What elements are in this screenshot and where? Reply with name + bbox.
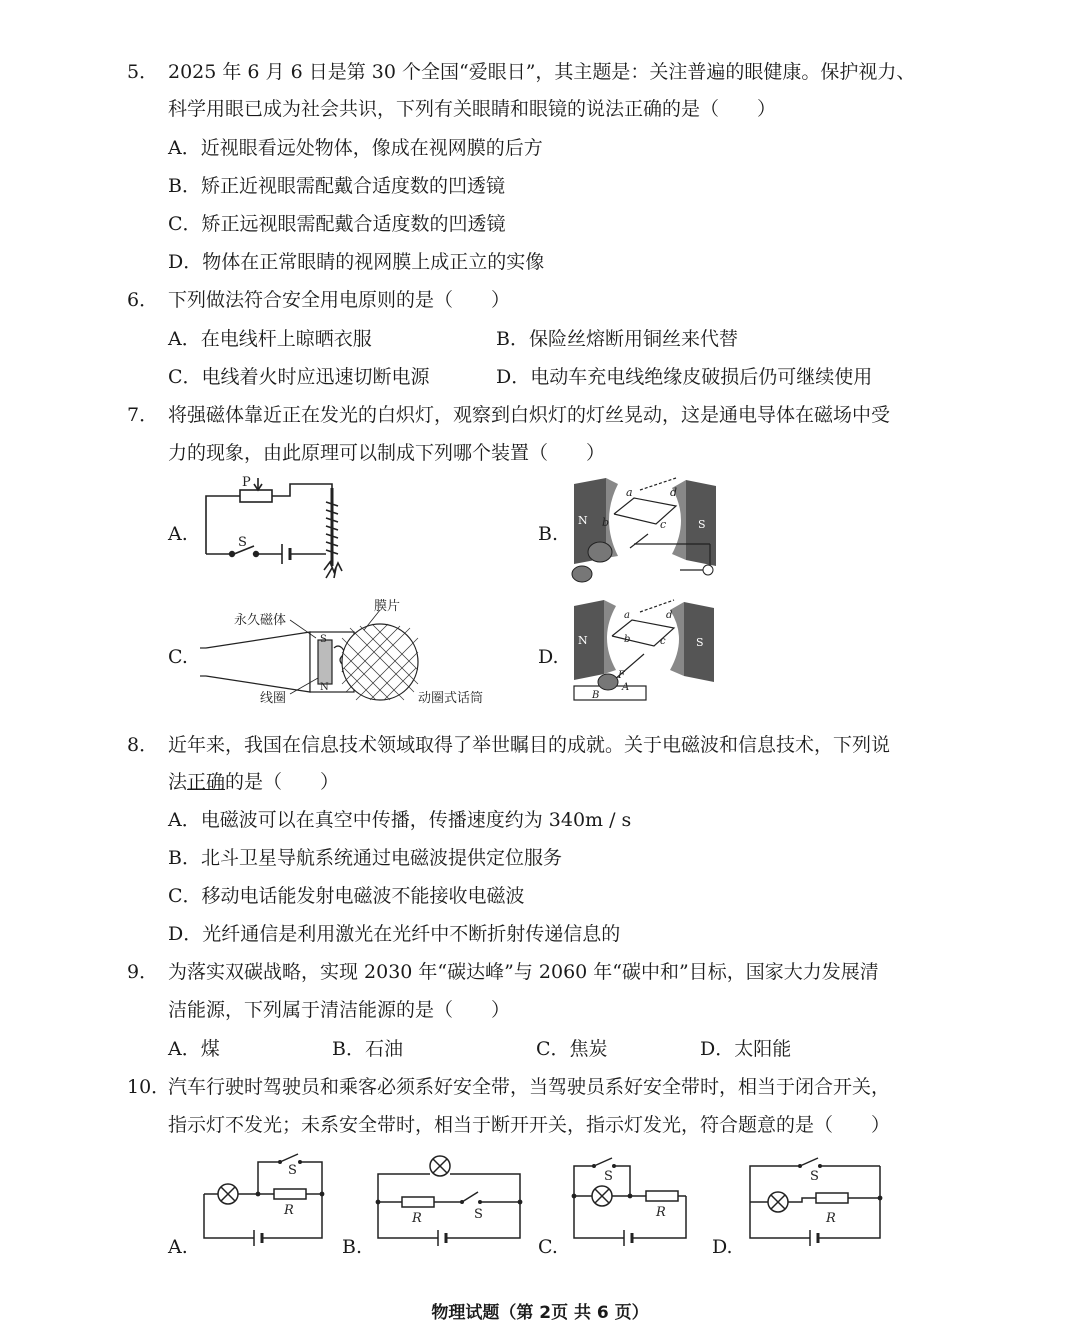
q10d-label-r: R	[826, 1211, 836, 1226]
q7c-label-n: N	[320, 682, 329, 693]
q7d-label-a: a	[624, 610, 630, 621]
q10c-label-r: R	[656, 1205, 666, 1220]
q8-option-d: D．光纤通信是利用激光在光纤中不断折射传递信息的	[168, 923, 621, 945]
q7-figure-d	[570, 598, 720, 704]
q8-stem-line1: 近年来，我国在信息技术领域取得了举世瞩目的成就。关于电磁波和信息技术，下列说	[168, 734, 891, 756]
q6-option-c: C．电线着火时应迅速切断电源	[168, 366, 430, 388]
q7-stem-line1: 将强磁体靠近正在发光的白炽灯，观察到白炽灯的灯丝晃动，这是通电导体在磁场中受	[168, 404, 891, 426]
q7d-label-s: S	[696, 636, 704, 649]
q8-stem-2c: 的是（ ）	[225, 771, 340, 793]
q10-circuit-b	[374, 1152, 524, 1252]
q7d-label-b: b	[624, 634, 631, 645]
q10-stem-line1: 汽车行驶时驾驶员和乘客必须系好安全带，当驾驶员系好安全带时，相当于闭合开关，	[168, 1076, 891, 1098]
q7b-label-s: S	[698, 518, 706, 531]
q10b-label-r: R	[412, 1211, 422, 1226]
q8-stem-2a: 法	[168, 771, 188, 793]
q10-circuit-c	[570, 1152, 696, 1252]
q7c-label-magnet: 永久磁体	[234, 613, 287, 628]
q7-label-c: C.	[168, 646, 188, 668]
q8-stem-2b: 正确	[187, 771, 226, 793]
q7a-label-s: S	[238, 535, 247, 550]
q10b-label-s: S	[474, 1207, 483, 1222]
q10-label-d: D.	[712, 1236, 733, 1258]
q7-number: 7．	[127, 404, 159, 426]
q10-label-a: A.	[168, 1236, 188, 1258]
q10-label-c: C.	[538, 1236, 558, 1258]
q5-option-d: D．物体在正常眼睛的视网膜上成正立的实像	[168, 251, 545, 273]
q7b-label-n: N	[578, 514, 588, 527]
q8-number: 8．	[127, 734, 159, 756]
q7d-label-B: B	[592, 690, 600, 701]
q7c-label-s: S	[320, 634, 327, 645]
q9-number: 9．	[127, 961, 159, 983]
q7b-label-d: d	[670, 486, 678, 499]
q10-circuit-a	[200, 1152, 326, 1252]
q7d-label-f: F	[618, 670, 625, 681]
q7-figure-c	[200, 598, 500, 708]
q7c-label-coil: 线圈	[260, 691, 287, 706]
q7-label-a: A.	[168, 523, 188, 545]
q5-option-b: B．矫正近视眼需配戴合适度数的凹透镜	[168, 175, 505, 197]
q8-option-b: B．北斗卫星导航系统通过电磁波提供定位服务	[168, 847, 562, 869]
q5-option-a: A．近视眼看远处物体，像成在视网膜的后方	[168, 137, 543, 159]
q9-option-d: D．太阳能	[700, 1038, 792, 1060]
q7-label-b: B.	[538, 523, 559, 545]
q7b-label-c: c	[660, 518, 667, 531]
q10c-label-s: S	[604, 1169, 613, 1184]
q9-option-a: A．煤	[168, 1038, 220, 1060]
q10-label-b: B.	[342, 1236, 363, 1258]
q8-option-c: C．移动电话能发射电磁波不能接收电磁波	[168, 885, 525, 907]
q5-stem-line1: 2025 年 6 月 6 日是第 30 个全国“爱眼日”，其主题是：关注普遍的眼健康。保护视力、	[168, 61, 916, 83]
q6-option-a: A．在电线杆上晾晒衣服	[168, 328, 372, 350]
q7c-label-film: 膜片	[374, 599, 401, 614]
q9-option-c: C．焦炭	[536, 1038, 608, 1060]
q10-number: 10．	[127, 1076, 171, 1098]
q7d-label-n: N	[578, 634, 588, 647]
q9-option-b: B．石油	[332, 1038, 403, 1060]
q6-option-d: D．电动车充电线绝缘皮破损后仍可继续使用	[496, 366, 873, 388]
q7-label-d: D.	[538, 646, 559, 668]
q7c-label-name: 动圈式话筒	[418, 691, 484, 706]
q9-stem-line1: 为落实双碳战略，实现 2030 年“碳达峰”与 2060 年“碳中和”目标，国家大力发展清	[168, 961, 879, 983]
q7-figure-a	[200, 474, 360, 584]
q7b-label-b: b	[602, 516, 610, 529]
q6-stem: 下列做法符合安全用电原则的是（ ）	[168, 289, 511, 311]
q7d-label-d: d	[666, 610, 673, 621]
q7-stem-line2: 力的现象，由此原理可以制成下列哪个装置（ ）	[168, 442, 606, 464]
q10a-label-r: R	[284, 1203, 294, 1218]
q7a-label-p: P	[242, 475, 251, 490]
q10-stem-line2: 指示灯不发光；未系安全带时，相当于断开开关，指示灯发光，符合题意的是（ ）	[168, 1114, 891, 1136]
page-footer: 物理试题（第 2页 共 6 页）	[431, 1303, 649, 1323]
q8-option-a: A．电磁波可以在真空中传播，传播速度约为 340m / s	[168, 809, 632, 831]
q7d-label-c: c	[660, 636, 666, 647]
q7d-label-A: A	[622, 682, 630, 693]
q5-option-c: C．矫正远视眼需配戴合适度数的凹透镜	[168, 213, 506, 235]
q5-number: 5．	[127, 61, 159, 83]
q7b-label-a: a	[626, 486, 633, 499]
q10-circuit-d	[746, 1152, 886, 1252]
q6-number: 6．	[127, 289, 159, 311]
q6-option-b: B．保险丝熔断用铜丝来代替	[496, 328, 738, 350]
q8-stem-line2	[168, 770, 339, 794]
q10a-label-s: S	[288, 1163, 297, 1178]
q5-stem-line2: 科学用眼已成为社会共识，下列有关眼睛和眼镜的说法正确的是（ ）	[168, 98, 777, 120]
q10d-label-s: S	[810, 1169, 819, 1184]
q7-figure-b	[570, 474, 720, 590]
q9-stem-line2: 洁能源，下列属于清洁能源的是（ ）	[168, 999, 511, 1021]
